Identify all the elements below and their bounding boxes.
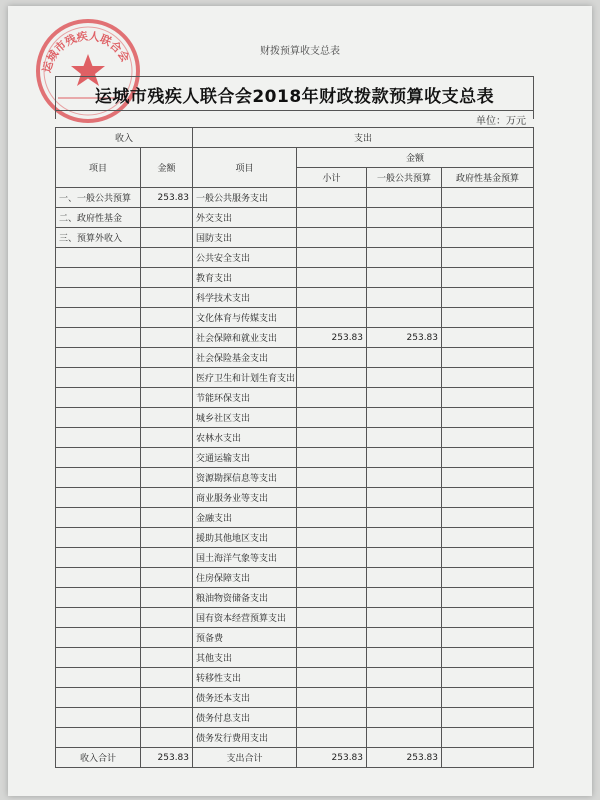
fund-budget-cell [442, 648, 534, 668]
subtotal-cell [297, 448, 367, 468]
table-row [56, 588, 534, 608]
income-item-cell [56, 448, 141, 468]
subtotal-cell [297, 668, 367, 688]
fund-budget-cell [442, 248, 534, 268]
expense-item-cell: 公共安全支出 [193, 248, 297, 268]
table-row [56, 328, 534, 348]
expense-item-cell: 医疗卫生和计划生育支出 [193, 368, 297, 388]
income-amount-cell [141, 408, 193, 428]
table-row [56, 668, 534, 688]
expense-item-cell: 一般公共服务支出 [193, 188, 297, 208]
fund-budget-cell [442, 508, 534, 528]
income-item-cell [56, 368, 141, 388]
table-row [56, 408, 534, 428]
table-row [56, 188, 534, 208]
income-amount-cell: 253.83 [141, 188, 193, 208]
general-budget-cell [367, 708, 442, 728]
fund-budget-cell [442, 448, 534, 468]
subtotal-cell [297, 208, 367, 228]
general-budget-cell [367, 308, 442, 328]
table-row [56, 388, 534, 408]
expense-item-cell: 国防支出 [193, 228, 297, 248]
table-header-row [56, 128, 534, 148]
income-item-cell [56, 628, 141, 648]
fund-budget-cell [442, 408, 534, 428]
expense-item-cell: 其他支出 [193, 648, 297, 668]
fund-budget-cell [442, 488, 534, 508]
table-row [56, 568, 534, 588]
general-budget-cell [367, 648, 442, 668]
subtotal-cell [297, 388, 367, 408]
income-item-cell [56, 608, 141, 628]
expense-item-cell: 资源勘探信息等支出 [193, 468, 297, 488]
subtotal-cell [297, 608, 367, 628]
general-budget-cell [367, 248, 442, 268]
income-item-cell [56, 468, 141, 488]
table-row [56, 228, 534, 248]
general-budget-cell: 253.83 [367, 328, 442, 348]
income-amount-cell [141, 568, 193, 588]
general-budget-cell [367, 348, 442, 368]
table-row [56, 348, 534, 368]
income-amount-cell [141, 728, 193, 748]
subtotal-cell [297, 348, 367, 368]
table-row [56, 468, 534, 488]
income-amount-cell [141, 248, 193, 268]
expense-item-cell: 转移性支出 [193, 668, 297, 688]
table-row [56, 548, 534, 568]
table-row [56, 368, 534, 388]
table-row [56, 448, 534, 468]
income-amount-cell [141, 708, 193, 728]
fund-budget-cell [442, 628, 534, 648]
general-budget-header: 一般公共预算 [367, 168, 442, 188]
totals-row [56, 748, 534, 768]
income-amount-cell [141, 608, 193, 628]
general-budget-cell [367, 408, 442, 428]
table-row [56, 268, 534, 288]
expense-item-header: 项目 [193, 148, 297, 188]
table-row [56, 608, 534, 628]
general-budget-cell [367, 608, 442, 628]
table-row [56, 308, 534, 328]
expense-item-cell: 农林水支出 [193, 428, 297, 448]
general-budget-cell [367, 468, 442, 488]
income-amount-cell [141, 588, 193, 608]
table-row [56, 708, 534, 728]
fund-budget-cell [442, 548, 534, 568]
expense-item-cell: 外交支出 [193, 208, 297, 228]
expense-item-cell: 债务还本支出 [193, 688, 297, 708]
income-item-cell [56, 308, 141, 328]
table-row [56, 648, 534, 668]
income-item-cell [56, 648, 141, 668]
income-item-cell [56, 708, 141, 728]
general-budget-cell [367, 268, 442, 288]
general-budget-cell [367, 668, 442, 688]
fund-budget-cell [442, 728, 534, 748]
income-item-cell [56, 248, 141, 268]
expense-item-cell: 社会保障和就业支出 [193, 328, 297, 348]
table-row [56, 488, 534, 508]
income-amount-cell [141, 508, 193, 528]
fund-budget-cell [442, 588, 534, 608]
expense-amount-header: 金额 [297, 148, 534, 168]
fund-budget-cell [442, 428, 534, 448]
fund-budget-cell [442, 668, 534, 688]
general-budget-cell [367, 488, 442, 508]
expense-item-cell: 城乡社区支出 [193, 408, 297, 428]
general-budget-cell [367, 568, 442, 588]
income-item-header: 项目 [56, 148, 141, 188]
income-header: 收入 [56, 128, 193, 148]
expense-header: 支出 [193, 128, 534, 148]
table-row [56, 688, 534, 708]
fund-budget-cell [442, 688, 534, 708]
income-amount-cell [141, 388, 193, 408]
fund-budget-cell [442, 208, 534, 228]
income-amount-cell [141, 648, 193, 668]
fund-budget-header: 政府性基金预算 [442, 168, 534, 188]
fund-budget-cell [442, 708, 534, 728]
income-item-cell [56, 688, 141, 708]
income-item-cell [56, 528, 141, 548]
income-total-label: 收入合计 [56, 748, 141, 768]
income-item-cell: 二、政府性基金 [56, 208, 141, 228]
income-item-cell [56, 488, 141, 508]
fund-budget-cell [442, 348, 534, 368]
general-budget-cell [367, 688, 442, 708]
seal-text: 运城市残疾人联合会 [40, 29, 132, 74]
general-budget-cell [367, 628, 442, 648]
subtotal-cell [297, 728, 367, 748]
expense-total-subtotal: 253.83 [297, 748, 367, 768]
income-amount-cell [141, 208, 193, 228]
fund-budget-cell [442, 188, 534, 208]
expense-item-cell: 教育支出 [193, 268, 297, 288]
subtotal-header: 小计 [297, 168, 367, 188]
fund-budget-cell [442, 288, 534, 308]
general-budget-cell [367, 588, 442, 608]
table-row [56, 508, 534, 528]
page-title: 运城市残疾人联合会2018年财政拨款预算收支总表 [55, 76, 534, 111]
income-amount-cell [141, 268, 193, 288]
income-amount-cell [141, 448, 193, 468]
subtotal-cell [297, 188, 367, 208]
title-divider [55, 110, 534, 119]
income-item-cell [56, 508, 141, 528]
fund-budget-cell [442, 468, 534, 488]
income-item-cell [56, 288, 141, 308]
income-item-cell: 三、预算外收入 [56, 228, 141, 248]
subtotal-cell [297, 468, 367, 488]
general-budget-cell [367, 528, 442, 548]
general-budget-cell [367, 288, 442, 308]
income-amount-cell [141, 368, 193, 388]
expense-item-cell: 国有资本经营预算支出 [193, 608, 297, 628]
income-amount-cell [141, 548, 193, 568]
expense-item-cell: 社会保险基金支出 [193, 348, 297, 368]
subtotal-cell [297, 688, 367, 708]
subtotal-cell [297, 548, 367, 568]
income-amount-cell [141, 488, 193, 508]
subtotal-cell [297, 248, 367, 268]
subtotal-cell [297, 408, 367, 428]
fund-budget-cell [442, 388, 534, 408]
expense-total-fund [442, 748, 534, 768]
income-item-cell [56, 408, 141, 428]
expense-item-cell: 商业服务业等支出 [193, 488, 297, 508]
income-item-cell [56, 668, 141, 688]
expense-total-general: 253.83 [367, 748, 442, 768]
expense-item-cell: 科学技术支出 [193, 288, 297, 308]
income-amount-header: 金额 [141, 148, 193, 188]
general-budget-cell [367, 368, 442, 388]
income-item-cell: 一、一般公共预算 [56, 188, 141, 208]
general-budget-cell [367, 388, 442, 408]
expense-total-label: 支出合计 [193, 748, 297, 768]
subtotal-cell [297, 428, 367, 448]
income-item-cell [56, 428, 141, 448]
income-total-amount: 253.83 [141, 748, 193, 768]
table-row [56, 628, 534, 648]
income-item-cell [56, 348, 141, 368]
expense-item-cell: 交通运输支出 [193, 448, 297, 468]
expense-item-cell: 预备费 [193, 628, 297, 648]
subtotal-cell [297, 268, 367, 288]
subtotal-cell [297, 648, 367, 668]
income-amount-cell [141, 528, 193, 548]
expense-item-cell: 住房保障支出 [193, 568, 297, 588]
expense-item-cell: 文化体育与传媒支出 [193, 308, 297, 328]
income-amount-cell [141, 308, 193, 328]
fund-budget-cell [442, 608, 534, 628]
income-item-cell [56, 548, 141, 568]
expense-item-cell: 节能环保支出 [193, 388, 297, 408]
income-amount-cell [141, 348, 193, 368]
subtotal-cell [297, 368, 367, 388]
income-amount-cell [141, 328, 193, 348]
income-item-cell [56, 388, 141, 408]
general-budget-cell [367, 228, 442, 248]
general-budget-cell [367, 188, 442, 208]
fund-budget-cell [442, 228, 534, 248]
subtotal-cell [297, 528, 367, 548]
income-item-cell [56, 728, 141, 748]
table-header-row [56, 148, 534, 168]
table-row [56, 248, 534, 268]
subtotal-cell [297, 488, 367, 508]
income-amount-cell [141, 668, 193, 688]
budget-table [55, 127, 534, 768]
page-header: 财拨预算收支总表 [260, 46, 340, 57]
income-amount-cell [141, 428, 193, 448]
table-row [56, 428, 534, 448]
income-amount-cell [141, 468, 193, 488]
table-row [56, 728, 534, 748]
income-item-cell [56, 268, 141, 288]
general-budget-cell [367, 208, 442, 228]
expense-item-cell: 债务发行费用支出 [193, 728, 297, 748]
fund-budget-cell [442, 568, 534, 588]
table-row [56, 528, 534, 548]
fund-budget-cell [442, 528, 534, 548]
subtotal-cell [297, 588, 367, 608]
expense-item-cell: 金融支出 [193, 508, 297, 528]
unit-label: 单位：万元 [476, 116, 526, 127]
subtotal-cell [297, 568, 367, 588]
subtotal-cell [297, 308, 367, 328]
subtotal-cell [297, 288, 367, 308]
general-budget-cell [367, 448, 442, 468]
income-amount-cell [141, 228, 193, 248]
table-row [56, 208, 534, 228]
income-amount-cell [141, 628, 193, 648]
subtotal-cell: 253.83 [297, 328, 367, 348]
fund-budget-cell [442, 328, 534, 348]
general-budget-cell [367, 428, 442, 448]
subtotal-cell [297, 708, 367, 728]
subtotal-cell [297, 508, 367, 528]
fund-budget-cell [442, 308, 534, 328]
general-budget-cell [367, 508, 442, 528]
expense-item-cell: 援助其他地区支出 [193, 528, 297, 548]
fund-budget-cell [442, 268, 534, 288]
expense-item-cell: 债务付息支出 [193, 708, 297, 728]
income-item-cell [56, 568, 141, 588]
general-budget-cell [367, 728, 442, 748]
subtotal-cell [297, 228, 367, 248]
expense-item-cell: 粮油物资储备支出 [193, 588, 297, 608]
income-amount-cell [141, 288, 193, 308]
document-sheet [8, 6, 592, 796]
subtotal-cell [297, 628, 367, 648]
general-budget-cell [367, 548, 442, 568]
table-row [56, 288, 534, 308]
expense-item-cell: 国土海洋气象等支出 [193, 548, 297, 568]
income-amount-cell [141, 688, 193, 708]
income-item-cell [56, 588, 141, 608]
income-item-cell [56, 328, 141, 348]
fund-budget-cell [442, 368, 534, 388]
